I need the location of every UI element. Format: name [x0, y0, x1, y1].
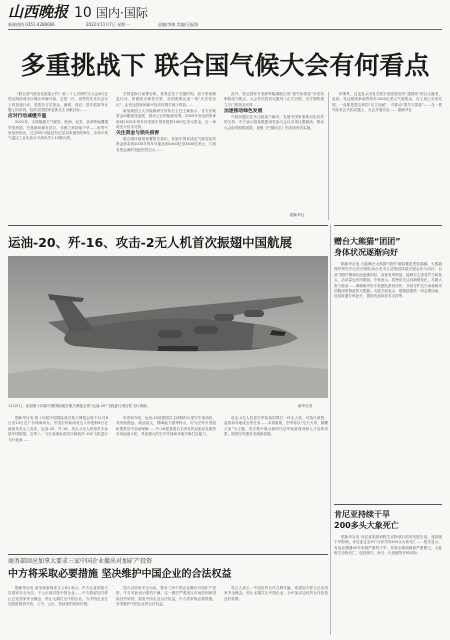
- story1-paragraph: 《联合国气候变化框架公约》第二十七次缔约方大会6日在埃及海滨城市沙姆沙伊赫开幕，这是一次，世界将在本次会议上的加速行动，是着各方在资金、减缓、适应、损失损害等议题上的谈判，包括各国国家更新自主贡献目标……: [8, 92, 108, 113]
- story1-paragraph: 气候问题应在多边框架下解决，发展中国家需要切实有效的支持。中方表示将积极建设性参与会议各项议题磋商，推动大会取得积极成果，加强《巴黎协定》的全面有效实施。: [224, 114, 324, 130]
- story3-kicker: 商务部回应加拿大要求三家中国企业撤出对加矿产投资: [8, 558, 153, 565]
- side-story-1-headline: 赠台大熊猫“团团” 身体状况逐渐向好: [334, 237, 401, 257]
- column-divider: [330, 225, 331, 635]
- editor-credits: 责编/李敏 美编/王振翔: [158, 22, 198, 27]
- story1-subheading-3: 加速推动绿色发展: [224, 108, 263, 114]
- side-story-2-body: [334, 535, 442, 635]
- newspaper-logo: 山西晚报: [8, 3, 69, 21]
- story1-credit: 据新华社: [290, 213, 305, 217]
- story1-paragraph: 古特雷斯日前警告称，世界正处于关键时刻，如不采取紧急行动，将面临灾难性后果，各国需要达成一项“历史性协议”，由发达国家和新兴经济体携手减少排放……: [116, 92, 216, 107]
- section-divider: [8, 225, 328, 226]
- section-name: 国内·国际: [96, 6, 148, 20]
- story3-column-3: [224, 586, 328, 636]
- masthead-divider: [8, 29, 442, 30]
- masthead: [8, 4, 442, 28]
- story1-subheading-2: 关注资金与损失损害: [116, 130, 160, 136]
- photo-caption: 11月5日，参加第十四届中国国际航空航天博览会的“运油-20”飞机进行适应性飞行训练。: [8, 404, 151, 408]
- story1-paragraph: 联合国环境规划署报告指出，发展中国家适应气候变化的资金需求到2030年每年可能达到1600亿至3400亿美元，与现有资金流的差距依然巨大……: [116, 136, 216, 152]
- aircraft-illustration: [8, 256, 328, 398]
- story2-column-1: [8, 416, 108, 550]
- story2-paragraph: 申进科介绍，运油-20是我国自主研制的大型空中加油机，具有航程远、载油量大、保障能力强等特点，可为空军多型战机提供空中加油保障……歼-16是我国自主研发的双座双发重型多用途战斗机，具备强大的空中作战和对地对海打击能力。: [116, 416, 216, 437]
- issue-date: 2022年11月7日 星期一: [86, 22, 130, 27]
- side-story-2-paragraph: 据新华社电 肯尼亚旅游和野生动物部日前发布报告说，受持续干旱影响，肯尼亚过去9个月里共有205头大象死亡……报告显示，肯尼亚遭遇40年来最严重的干旱，导致水源和植被严重匮乏，大批野生动物死亡，包括斑马、角马、长颈鹿等多种动物。: [334, 535, 442, 556]
- story1-column-2: [116, 92, 216, 220]
- story1-column-1: [8, 92, 108, 220]
- story1-paragraph: 新加坡国立大学能源研究所执行主任王颖表示，各方应就资金问题取得进展，推动公正的能源转型。2009年发达国家承诺到2020年每年向发展中国家提供1000亿美元资金，这一承诺至今仍未兑现。: [116, 108, 216, 129]
- column-divider: [328, 92, 329, 220]
- story3-column-2: [116, 586, 216, 636]
- story3-headline: 中方将采取必要措施 坚决维护中国企业的合法权益: [8, 569, 232, 580]
- section-divider: [334, 504, 442, 505]
- page-number: 10: [74, 5, 92, 21]
- side-story-2-headline: 肯尼亚持续干旱 200多头大象死亡: [334, 510, 399, 530]
- story2-paragraph: 据新华社电 第十四届中国国际航空航天博览会将于11月8日至13日在广东珠海举办。中国空军新闻发言人申进科6日在新闻发布会上宣布，运油-20、歼-16、攻击-2无人机将首次参展中国航展，空军八一飞行表演队将首次换装歼-10C飞机进行飞行表演……: [8, 416, 108, 442]
- story3-paragraph: 发言人表示，中加经贸合作互利共赢，希望加方停止泛化国家安全概念，停止无端打压中国企业，为中加双边经贸合作营造良好氛围。: [224, 586, 328, 601]
- story2-column-2: [116, 416, 216, 550]
- right-column-story: [332, 92, 442, 220]
- story2-headline: 运油-20、歼-16、攻击-2无人机首次振翅中国航展: [8, 235, 293, 250]
- story1-paragraph: 此外，发达国家对非洲等脆弱地区的“损失和损害”补偿机制将成为焦点，大会首次将该议题列入正式议程，各方期待建立专门的资金安排……: [224, 92, 324, 107]
- story3-paragraph: 加方以国家安全为由，要求三家中国企业撤出对加矿产投资，中方对此表示强烈不满。这一做法严重违反市场原则和国际经贸规则，损害中国企业合法权益，中方将采取必要措施，坚决维护中国企业的合法权益。: [116, 586, 216, 607]
- story3-paragraph: 据新华社电 商务部新闻发言人6日表示，中方注意到加方以国家安全为由，不公正地对待中国企业……中方敦促加方停止泛化国家安全概念、停止无端打压中国企业，为中国企业在加投资提供开放、公平、公正、非歧视的营商环境。: [8, 586, 108, 607]
- story2-paragraph: 攻击-2无人机是空军装备的察打一体无人机，可执行侦察、监视和对地攻击等任务……本届航展，空军将以“空天大军，雄鹰万里”为主题，首次集中展示新时代空军装备建设和人才培养成果，展现空军建设发展新面貌。: [224, 416, 328, 437]
- photo-credit: 新华社发: [298, 404, 313, 408]
- section-divider: [334, 225, 442, 226]
- right-column-paragraph: 的事件，这也显示出有关报告里面提出的“超国家”的巨大落差。此前，发达国家承诺的每年1000亿美元气候资金，在上周已全部兑现。一直都是提交到的“自主贡献”，并推动“损失与损害”……在一系列非常正式的议题上，大会开展讨论…… 据新华社: [332, 92, 442, 113]
- hotline: 新闻热线 0351-4286666: [8, 22, 55, 27]
- story1-subheading-1: 应对行动减缓升温: [8, 114, 47, 120]
- side-story-1-body: [334, 262, 442, 502]
- story1-paragraph: 2022年，全球极端天气频发，欧洲、北美、亚洲等地遭遇罕见热浪，巴基斯坦暴发洪灾，非洲之角持续干旱……世界气象组织指出，过去8年可能是有记录以来最热的8年，全球平均气温比工业化前水平高出约1.15摄氏度。: [8, 120, 108, 141]
- story3-column-1: [8, 586, 108, 636]
- aircraft-photo: [8, 256, 328, 398]
- side-story-1-paragraph: 据新华社电 大陆赠台大熊猫“团团”疑似罹患恶性脑瘤，大熊猫保护研究中心医疗团队和台北市立动物园持续开展会诊与治疗。目前“团团”精神状况逐渐向好，食欲有所恢复，能够自主进食竹子和窝头，活动量也有所增加。专家表示，将密切关注其病情变化，尽最大努力救治……海峡两岸的专家团队密切协作，共同守护这只承载两岸同胞深厚情谊的大熊猫。大陆方面表示，愿继续提供一切必要协助，包括派遣专家赴台、提供药品和技术支持等。: [334, 262, 442, 299]
- main-headline: 多重挑战下 联合国气候大会有何看点: [20, 51, 430, 80]
- story2-column-3: [224, 416, 328, 550]
- section-divider: [8, 554, 328, 555]
- story1-column-3: [224, 92, 324, 220]
